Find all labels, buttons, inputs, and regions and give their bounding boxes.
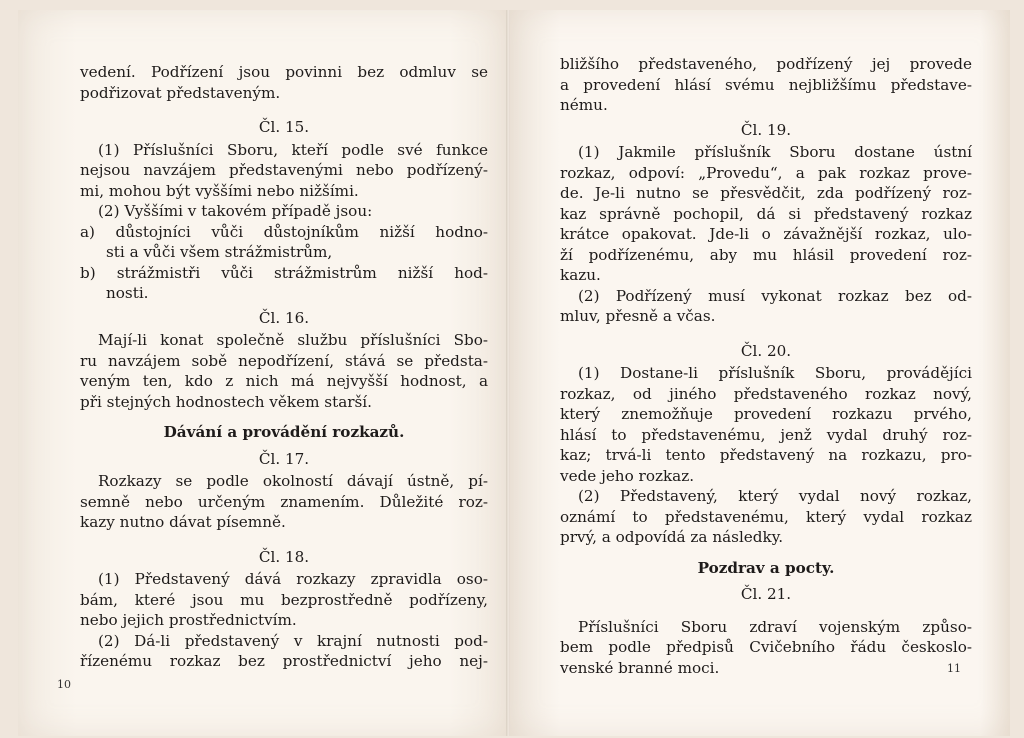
text-line: ží podřízenému, aby mu hlásil provedení roz-	[560, 245, 972, 264]
left-page-text	[80, 62, 488, 672]
text-line: sti a vůči všem strážmistrům,	[106, 243, 333, 261]
section-heading: Pozdrav a pocty.	[697, 558, 835, 577]
text-line: (1) Představený dává rozkazy zpravidla oso-	[98, 570, 488, 588]
text-line: de. Je-li nutno se přesvědčit, zda podřízený roz-	[560, 184, 972, 202]
text-line: bližšího představeného, podřízený jej provede	[560, 55, 972, 73]
text-line: kazu.	[560, 266, 601, 284]
text-line: při stejných hodnostech věkem starší.	[80, 392, 372, 411]
article-number: Čl. 16.	[258, 308, 310, 327]
text-line: veným ten, kdo z nich má nejvyšší hodnost, a	[80, 372, 488, 390]
section-heading: Dávání a provádění rozkazů.	[163, 423, 405, 441]
text-line: kazy nutno dávat písemně.	[80, 513, 286, 531]
article-number: Čl. 18.	[258, 547, 310, 566]
text-line: bám, které jsou mu bezprostředně podřízeny,	[80, 590, 488, 609]
text-line: (1) Dostane-li příslušník Sboru, provádějíci	[578, 364, 972, 382]
right-page-text	[560, 54, 972, 678]
article-number: Čl. 15.	[258, 118, 310, 136]
article-number: Čl. 20.	[740, 341, 792, 360]
text-line: kaz správně pochopil, dá si představený rozkaz	[560, 204, 972, 223]
text-line: mi, mohou být vyššími nebo nižšími.	[80, 181, 359, 200]
text-line: Mají-li konat společně službu příslušníci Sbo-	[98, 331, 488, 349]
paragraph-gap	[560, 607, 972, 617]
article-number: Čl. 19.	[740, 120, 792, 139]
text-line: hlásí to představenému, jenž vydal druhý roz-	[560, 425, 972, 444]
text-line: (2) Podřízený musí vykonat rozkaz bez od-	[578, 286, 972, 305]
left-page-number: 10	[57, 678, 71, 691]
right-page	[510, 10, 1010, 736]
article-number: Čl. 17.	[258, 449, 310, 468]
text-line: který znemožňuje provedení rozkazu prvého,	[560, 405, 972, 423]
text-line: (1) Příslušníci Sboru, kteří podle své funkce	[98, 140, 488, 159]
text-line: rozkaz, od jiného představeného rozkaz nový,	[560, 384, 972, 403]
text-line: nosti.	[106, 284, 149, 302]
text-line: vede jeho rozkaz.	[560, 466, 695, 485]
text-line: (2) Představený, který vydal nový rozkaz,	[578, 487, 972, 505]
text-line: podřizovat představeným.	[80, 83, 281, 102]
text-line: venské branné moci.	[560, 658, 720, 677]
text-line: oznámí to představenému, který vydal rozkaz	[560, 507, 972, 526]
text-line: Příslušníci Sboru zdraví vojenským způso-	[578, 617, 972, 636]
text-line: semně nebo určeným znamením. Důležité roz-	[80, 492, 488, 511]
text-line: (2) Vyššími v takovém případě jsou:	[98, 202, 373, 220]
text-line: nejsou navzájem představenými nebo podřízený-	[80, 161, 488, 179]
text-line: nebo jejich prostřednictvím.	[80, 611, 297, 629]
text-line: (2) Dá-li představený v krajní nutnosti pod-	[98, 631, 488, 650]
text-line: a) důstojníci vůči důstojníkům nižší hodno-	[80, 222, 488, 241]
text-line: krátce opakovat. Jde-li o závažnější rozkaz, ulo-	[560, 225, 972, 243]
text-line: Rozkazy se podle okolností dávají ústně, pí-	[98, 472, 488, 490]
paragraph-gap	[80, 533, 488, 543]
text-line: řízenému rozkaz bez prostřednictví jeho nej-	[80, 652, 488, 670]
left-page	[18, 10, 508, 736]
text-line: prvý, a odpovídá za následky.	[560, 528, 784, 546]
text-line: bem podle předpisů Cvičebního řádu českoslo-	[560, 638, 972, 656]
text-line: ru navzájem sobě nepodřízení, stává se předsta-	[80, 351, 488, 370]
paragraph-gap	[80, 103, 488, 113]
paragraph-gap	[560, 327, 972, 337]
text-line: (1) Jakmile příslušník Sboru dostane ústní	[578, 143, 972, 161]
text-line: nému.	[560, 96, 608, 114]
article-number: Čl. 21.	[740, 585, 792, 603]
text-line: mluv, přesně a včas.	[560, 307, 716, 325]
right-page-number: 11	[947, 662, 961, 675]
text-line: vedení. Podřízení jsou povinni bez odmluv se	[80, 63, 488, 81]
text-line: a provedení hlásí svému nejbližšímu představe-	[560, 75, 972, 94]
text-line: b) strážmistři vůči strážmistrům nižší hod-	[80, 263, 488, 282]
text-line: kaz; trvá-li tento představený na rozkazu, pro-	[560, 446, 972, 464]
text-line: rozkaz, odpoví: „Provedu“, a pak rozkaz prove-	[560, 163, 972, 182]
